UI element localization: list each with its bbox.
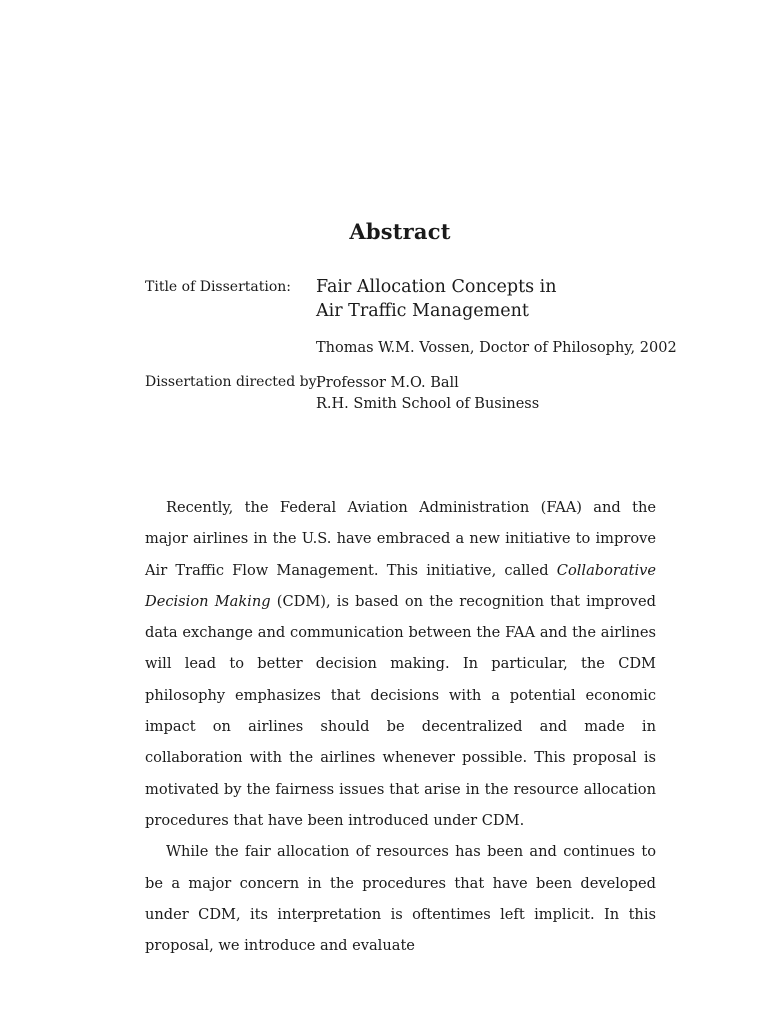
dissertation-title	[316, 275, 557, 323]
title-label: Title of Dissertation:	[145, 279, 292, 295]
director-name: Professor M.O. Ball	[316, 375, 459, 391]
author-line: Thomas W.M. Vossen, Doctor of Philosophy, 2002	[316, 340, 677, 356]
director-label: Dissertation directed by:	[145, 374, 322, 390]
paragraph-2: While the fair allocation of resources has been and continues to be a major concern in the procedures that have been developed under CDM, its interpretation is oftentimes left implicit. In this proposal, we introduce and evaluate	[145, 843, 656, 955]
paragraph-1-text-a: Recently, the Federal Aviation Administration (FAA) and the major airlines in the U.S. have embraced a new initiative to improve Air Traffic Flow Management. This initiative, called	[145, 499, 656, 579]
paragraph-1-italic: Collaborative Decision Making	[145, 561, 656, 610]
abstract-body	[145, 492, 656, 961]
title-line-1: Fair Allocation Concepts in	[316, 277, 557, 297]
paragraph-1-text-b: (CDM), is based on the recognition that improved data exchange and communication between the FAA and the airlines will lead to better decision making. In particular, the CDM philosophy emphasizes that decisions with a potential economic impact on airlines should be decentralized and made in collaboration with the airlines whenever possible. This proposal is motivated by the fairness issues that arise in the resource allocation procedures that have been introduced under CDM.	[145, 592, 657, 829]
abstract-heading: Abstract	[349, 219, 451, 244]
director-info	[316, 373, 539, 415]
title-line-2: Air Traffic Management	[316, 301, 529, 321]
paragraph-1	[145, 492, 656, 836]
director-affiliation: R.H. Smith School of Business	[316, 396, 540, 412]
